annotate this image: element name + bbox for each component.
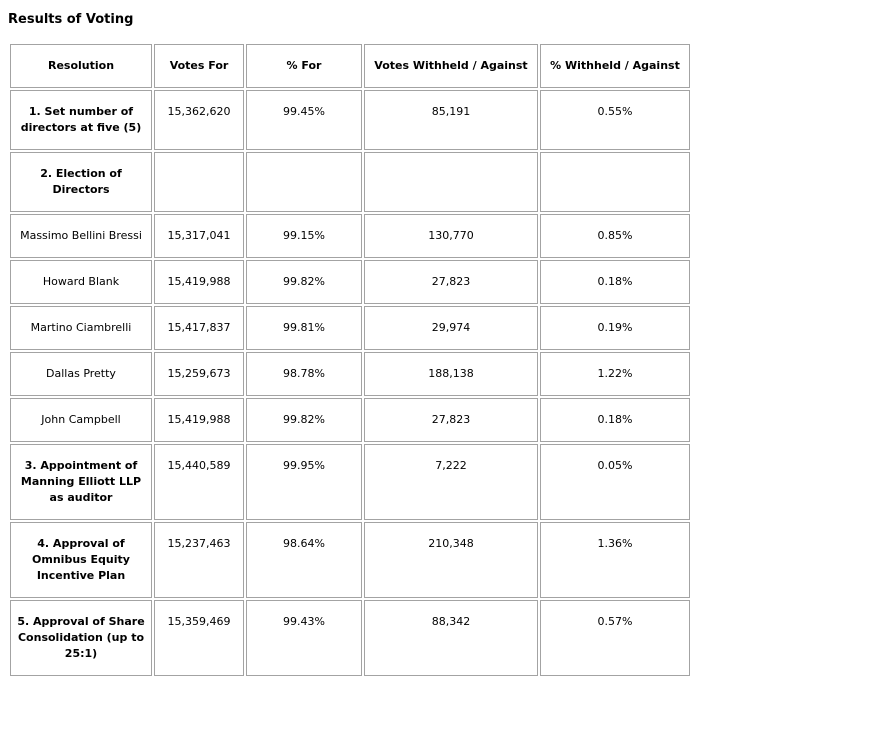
votes-for-cell: 15,237,463	[154, 522, 244, 598]
resolution-cell: 4. Approval of Omnibus Equity Incentive Plan	[10, 522, 152, 598]
pct-for-cell: 99.15%	[246, 214, 362, 258]
votes-for-cell: 15,317,041	[154, 214, 244, 258]
pct-withheld-cell: 0.19%	[540, 306, 690, 350]
table-row	[10, 352, 690, 396]
pct-for-cell	[246, 152, 362, 212]
pct-withheld-cell: 0.18%	[540, 398, 690, 442]
resolution-cell: 2. Election of Directors	[10, 152, 152, 212]
votes-withheld-cell	[364, 152, 538, 212]
votes-for-cell: 15,259,673	[154, 352, 244, 396]
resolution-cell: Howard Blank	[10, 260, 152, 304]
column-header-votes-for: Votes For	[154, 44, 244, 88]
pct-withheld-cell: 0.57%	[540, 600, 690, 676]
table-row	[10, 444, 690, 520]
table-row	[10, 214, 690, 258]
votes-for-cell	[154, 152, 244, 212]
table-row	[10, 522, 690, 598]
pct-for-cell: 98.64%	[246, 522, 362, 598]
pct-for-cell: 99.95%	[246, 444, 362, 520]
column-header-votes-withheld: Votes Withheld / Against	[364, 44, 538, 88]
resolution-cell: 3. Appointment of Manning Elliott LLP as auditor	[10, 444, 152, 520]
votes-withheld-cell: 27,823	[364, 398, 538, 442]
votes-withheld-cell: 29,974	[364, 306, 538, 350]
votes-withheld-cell: 130,770	[364, 214, 538, 258]
votes-withheld-cell: 210,348	[364, 522, 538, 598]
votes-for-cell: 15,419,988	[154, 260, 244, 304]
table-row	[10, 152, 690, 212]
pct-for-cell: 99.81%	[246, 306, 362, 350]
header-row	[10, 44, 690, 88]
column-header-resolution: Resolution	[10, 44, 152, 88]
pct-withheld-cell: 0.05%	[540, 444, 690, 520]
pct-for-cell: 99.82%	[246, 260, 362, 304]
votes-for-cell: 15,419,988	[154, 398, 244, 442]
pct-withheld-cell: 1.22%	[540, 352, 690, 396]
voting-results-table	[8, 42, 692, 678]
resolution-cell: Massimo Bellini Bressi	[10, 214, 152, 258]
pct-withheld-cell: 0.55%	[540, 90, 690, 150]
votes-withheld-cell: 7,222	[364, 444, 538, 520]
votes-for-cell: 15,417,837	[154, 306, 244, 350]
document-page	[8, 12, 873, 678]
resolution-cell: 5. Approval of Share Consolidation (up to 25:1)	[10, 600, 152, 676]
pct-withheld-cell: 1.36%	[540, 522, 690, 598]
table-row	[10, 260, 690, 304]
resolution-cell: Dallas Pretty	[10, 352, 152, 396]
votes-withheld-cell: 188,138	[364, 352, 538, 396]
page-title: Results of Voting	[8, 12, 134, 27]
pct-withheld-cell: 0.18%	[540, 260, 690, 304]
votes-withheld-cell: 88,342	[364, 600, 538, 676]
pct-withheld-cell	[540, 152, 690, 212]
votes-withheld-cell: 85,191	[364, 90, 538, 150]
pct-withheld-cell: 0.85%	[540, 214, 690, 258]
pct-for-cell: 99.45%	[246, 90, 362, 150]
resolution-cell: Martino Ciambrelli	[10, 306, 152, 350]
pct-for-cell: 98.78%	[246, 352, 362, 396]
pct-for-cell: 99.43%	[246, 600, 362, 676]
table-row	[10, 600, 690, 676]
votes-for-cell: 15,359,469	[154, 600, 244, 676]
resolution-cell: 1. Set number of directors at five (5)	[10, 90, 152, 150]
table-row	[10, 306, 690, 350]
table-row	[10, 398, 690, 442]
table-row	[10, 90, 690, 150]
resolution-cell: John Campbell	[10, 398, 152, 442]
votes-withheld-cell: 27,823	[364, 260, 538, 304]
votes-for-cell: 15,440,589	[154, 444, 244, 520]
column-header-pct-withheld: % Withheld / Against	[540, 44, 690, 88]
votes-for-cell: 15,362,620	[154, 90, 244, 150]
pct-for-cell: 99.82%	[246, 398, 362, 442]
column-header-pct-for: % For	[246, 44, 362, 88]
